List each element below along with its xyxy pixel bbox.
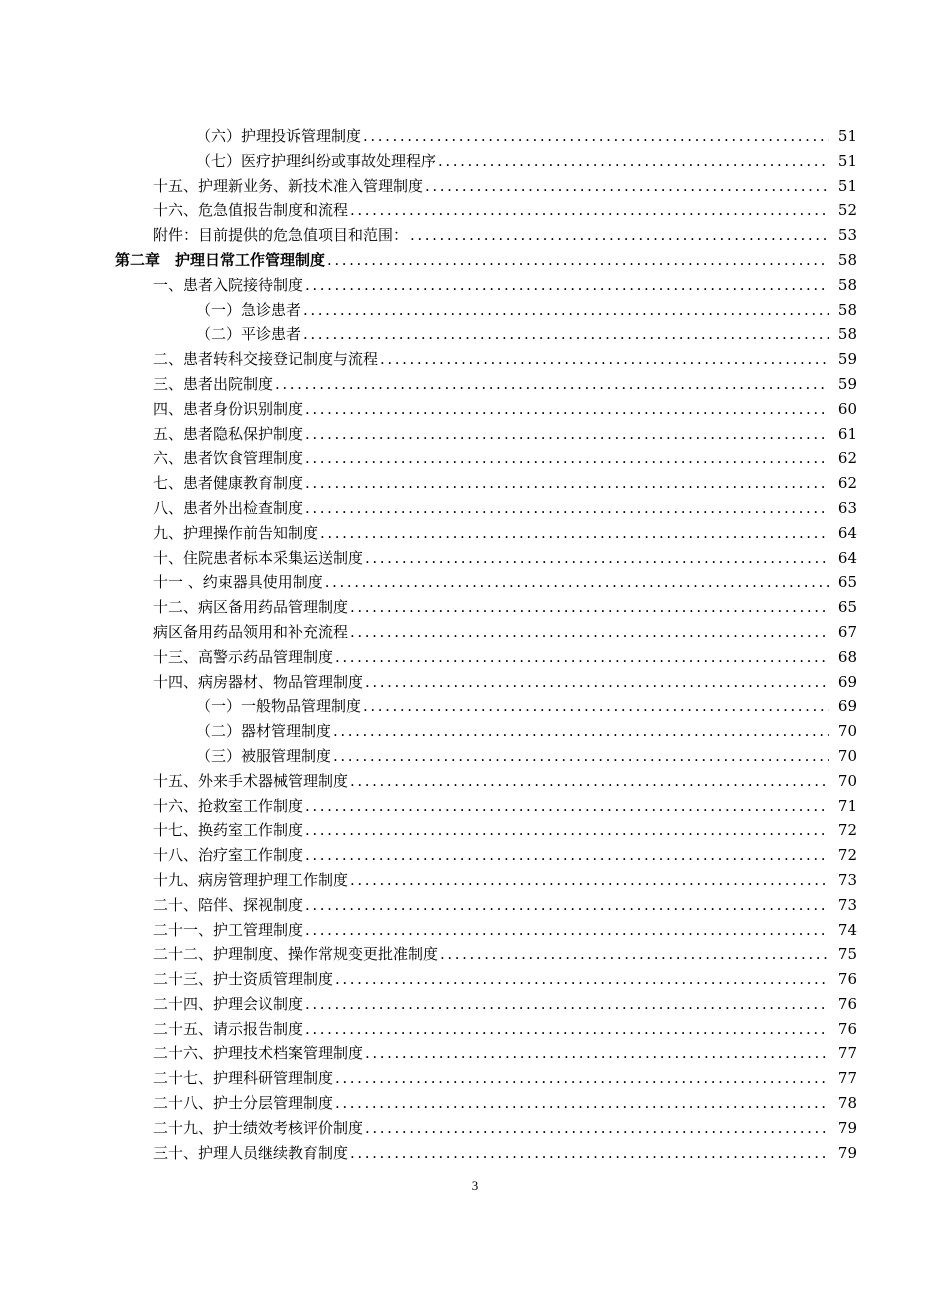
toc-entry-title: 第二章 护理日常工作管理制度 [115,250,326,269]
toc-entry[interactable] [0,595,950,620]
toc-entry-title: 二十二、护理制度、操作常规变更批准制度 [153,945,439,964]
toc-entry-page: 58 [837,300,857,319]
toc-leader-dots [327,248,829,273]
toc-entry-title: 十七、换药室工作制度 [153,821,304,840]
toc-entry-page: 77 [837,1069,857,1088]
toc-leader-dots [350,769,829,794]
toc-leader-dots [325,570,829,595]
toc-leader-dots [303,298,829,323]
toc-entry-page: 67 [837,622,857,641]
toc-leader-dots [305,794,829,819]
toc-entry-title: 十九、病房管理护理工作制度 [153,870,349,889]
page-number: 3 [471,1178,479,1193]
toc-entry-page: 51 [837,151,857,170]
toc-entry-title: 十六、抢救室工作制度 [153,796,304,815]
toc-entry-page: 58 [837,325,857,344]
toc-chapter-entry[interactable] [0,248,950,273]
toc-entry[interactable] [0,1066,950,1091]
toc-entry[interactable] [0,422,950,447]
toc-entry[interactable] [0,967,950,992]
toc-entry-title: 八、患者外出检查制度 [153,498,304,517]
toc-leader-dots [335,645,829,670]
toc-entry[interactable] [0,372,950,397]
toc-leader-dots [363,694,829,719]
toc-entry-page: 62 [837,449,857,468]
toc-leader-dots [305,1017,829,1042]
toc-entry-page: 79 [837,1118,857,1137]
toc-leader-dots [305,992,829,1017]
toc-entry[interactable] [0,298,950,323]
toc-entry-page: 53 [837,226,857,245]
toc-entry-page: 78 [837,1094,857,1113]
toc-leader-dots [305,446,829,471]
toc-entry[interactable] [0,794,950,819]
toc-entry-page: 58 [837,275,857,294]
toc-leader-dots [365,1116,829,1141]
toc-leader-dots [365,1041,829,1066]
toc-leader-dots [333,719,829,744]
toc-leader-dots [440,942,829,967]
toc-entry-title: 二十、陪伴、探视制度 [153,895,304,914]
toc-leader-dots [275,372,829,397]
toc-entry-title: 二十六、护理技术档案管理制度 [153,1044,364,1063]
toc-entry-page: 69 [837,697,857,716]
toc-entry-title: （一）一般物品管理制度 [196,697,362,716]
toc-entry[interactable] [0,992,950,1017]
toc-entry-page: 58 [837,250,857,269]
toc-entry-page: 74 [837,920,857,939]
toc-entry-page: 65 [837,573,857,592]
toc-entry[interactable] [0,124,950,149]
toc-entry-page: 60 [837,399,857,418]
toc-leader-dots [305,843,829,868]
toc-entry-title: 十、住院患者标本采集运送制度 [153,548,364,567]
toc-entry-title: （三）被服管理制度 [196,746,332,765]
toc-leader-dots [363,124,829,149]
toc-entry[interactable] [0,149,950,174]
toc-entry-title: 十六、危急值报告制度和流程 [153,201,349,220]
toc-entry-page: 63 [837,498,857,517]
toc-entry-title: 二、患者转科交接登记制度与流程 [153,350,379,369]
toc-leader-dots [438,149,829,174]
toc-entry-title: 九、护理操作前告知制度 [153,523,319,542]
toc-leader-dots [305,397,829,422]
toc-entry[interactable] [0,322,950,347]
toc-entry-title: 四、患者身份识别制度 [153,399,304,418]
toc-entry-page: 76 [837,994,857,1013]
toc-entry-title: 一、患者入院接待制度 [153,275,304,294]
toc-entry[interactable] [0,273,950,298]
toc-entry-page: 77 [837,1044,857,1063]
toc-entry-title: 五、患者隐私保护制度 [153,424,304,443]
toc-leader-dots [305,422,829,447]
toc-entry-title: 六、患者饮食管理制度 [153,449,304,468]
toc-entry-page: 79 [837,1143,857,1162]
toc-leader-dots [365,546,829,571]
toc-entry-title: （二）器材管理制度 [196,722,332,741]
toc-entry-page: 64 [837,523,857,542]
toc-leader-dots [350,595,829,620]
toc-entry-title: 十三、高警示药品管理制度 [153,647,334,666]
toc-entry[interactable] [0,843,950,868]
toc-entry-title: 二十四、护理会议制度 [153,994,304,1013]
toc-leader-dots [320,521,829,546]
toc-entry-page: 70 [837,722,857,741]
toc-entry-title: 十一 、约束器具使用制度 [153,573,323,592]
toc-entry[interactable] [0,818,950,843]
toc-leader-dots [410,223,829,248]
toc-leader-dots [305,471,829,496]
toc-entry[interactable] [0,694,950,719]
toc-leader-dots [365,670,829,695]
toc-leader-dots [335,1091,829,1116]
toc-entry-title: （一）急诊患者 [196,300,302,319]
toc-entry-page: 70 [837,771,857,790]
toc-entry[interactable] [0,570,950,595]
toc-entry-page: 72 [837,846,857,865]
toc-leader-dots [350,868,829,893]
toc-entry-page: 76 [837,1019,857,1038]
toc-entry-title: 二十九、护士绩效考核评价制度 [153,1118,364,1137]
toc-entry[interactable] [0,521,950,546]
toc-entry[interactable] [0,744,950,769]
toc-entry-page: 70 [837,746,857,765]
toc-entry-page: 75 [837,945,857,964]
toc-entry-title: 二十三、护士资质管理制度 [153,970,334,989]
toc-leader-dots [350,1141,829,1166]
toc-entry-title: 十五、外来手术器械管理制度 [153,771,349,790]
toc-entry-page: 51 [837,127,857,145]
table-of-contents [0,124,950,1165]
toc-entry-page: 51 [837,176,857,195]
toc-entry-page: 64 [837,548,857,567]
toc-entry[interactable] [0,645,950,670]
toc-entry-page: 62 [837,474,857,493]
toc-entry[interactable] [0,198,950,223]
toc-entry-title: 附件：目前提供的危急值项目和范围： [153,226,409,245]
toc-entry[interactable] [0,769,950,794]
toc-leader-dots [303,322,829,347]
toc-entry-page: 71 [837,796,857,815]
toc-entry-page: 65 [837,598,857,617]
toc-entry[interactable] [0,719,950,744]
toc-entry-page: 73 [837,895,857,914]
toc-entry[interactable] [0,1091,950,1116]
toc-entry[interactable] [0,347,950,372]
toc-entry-title: （七）医疗护理纠纷或事故处理程序 [196,151,437,170]
toc-entry-title: 二十一、护工管理制度 [153,920,304,939]
toc-entry-title: 二十八、护士分层管理制度 [153,1094,334,1113]
toc-entry-page: 73 [837,870,857,889]
toc-entry[interactable] [0,174,950,199]
toc-entry-page: 59 [837,374,857,393]
toc-leader-dots [350,620,829,645]
toc-entry[interactable] [0,942,950,967]
toc-leader-dots [335,1066,829,1091]
toc-entry[interactable] [0,223,950,248]
toc-leader-dots [425,174,829,199]
toc-entry[interactable] [0,1017,950,1042]
toc-entry-page: 52 [837,201,857,220]
toc-entry[interactable] [0,1041,950,1066]
toc-leader-dots [380,347,829,372]
toc-leader-dots [305,818,829,843]
toc-entry-page: 61 [837,424,857,443]
toc-entry[interactable] [0,546,950,571]
toc-entry-title: 十四、病房器材、物品管理制度 [153,672,364,691]
toc-entry-page: 72 [837,821,857,840]
toc-entry[interactable] [0,918,950,943]
toc-entry-title: 三十、护理人员继续教育制度 [153,1143,349,1162]
toc-leader-dots [305,893,829,918]
toc-entry[interactable] [0,670,950,695]
toc-entry-title: 二十七、护理科研管理制度 [153,1069,334,1088]
toc-entry-page: 59 [837,350,857,369]
toc-entry-title: 二十五、请示报告制度 [153,1019,304,1038]
toc-entry[interactable] [0,446,950,471]
toc-entry[interactable] [0,397,950,422]
toc-leader-dots [333,744,829,769]
toc-entry-title: 十八、治疗室工作制度 [153,846,304,865]
toc-entry[interactable] [0,1141,950,1166]
toc-entry[interactable] [0,471,950,496]
toc-entry-page: 68 [837,647,857,666]
toc-entry-title: 病区备用药品领用和补充流程 [153,622,349,641]
toc-entry-page: 76 [837,970,857,989]
toc-entry[interactable] [0,893,950,918]
toc-entry-title: 十五、护理新业务、新技术准入管理制度 [153,176,424,195]
toc-entry-page: 69 [837,672,857,691]
toc-entry-title: （六）护理投诉管理制度 [196,127,362,145]
toc-leader-dots [305,918,829,943]
toc-entry-title: （二）平诊患者 [196,325,302,344]
toc-leader-dots [305,496,829,521]
toc-entry-title: 十二、病区备用药品管理制度 [153,598,349,617]
toc-entry[interactable] [0,868,950,893]
toc-entry-title: 三、患者出院制度 [153,374,274,393]
toc-leader-dots [350,198,829,223]
toc-leader-dots [335,967,829,992]
toc-entry[interactable] [0,496,950,521]
toc-entry-title: 七、患者健康教育制度 [153,474,304,493]
toc-entry[interactable] [0,1116,950,1141]
toc-leader-dots [305,273,829,298]
toc-entry[interactable] [0,620,950,645]
